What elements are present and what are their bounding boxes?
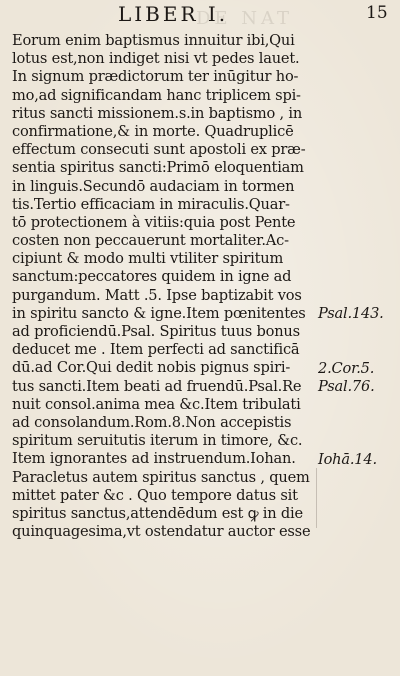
margin-note: Iohā.14. bbox=[318, 450, 377, 468]
text-line: purgandum. Matt .5. Ipse baptizabit vos bbox=[12, 286, 302, 304]
text-line: spiritus sanctus,attendēdum est ꝙ in die bbox=[12, 504, 303, 522]
text-line: sanctum:peccatores quidem in igne ad bbox=[12, 268, 292, 286]
text-line: deducet me . Item perfecti ad sanctificā bbox=[12, 341, 300, 359]
page-number: 15 bbox=[366, 3, 388, 23]
text-line: spiritum seruitutis iterum in timore, &c. bbox=[12, 432, 303, 450]
text-line: tis.Tertio efficaciam in miraculis.Quar- bbox=[12, 195, 290, 213]
text-line: tō protectionem à vitiis:quia post Pente bbox=[12, 213, 296, 231]
text-line: Eorum enim baptismus innuitur ibi,Qui bbox=[12, 32, 295, 49]
text-line: in spiritu sancto & igne.Item pœnitentes bbox=[12, 304, 306, 322]
text-line: cipiunt & modo multi vtiliter spiritum bbox=[12, 250, 284, 268]
margin-note: 2.Cor.5. bbox=[318, 359, 375, 377]
text-line: sentia spiritus sancti:Primō eloquentiam bbox=[12, 159, 304, 177]
text-line: effectum consecuti sunt apostoli ex præ- bbox=[12, 141, 306, 159]
main-text-block bbox=[12, 32, 324, 541]
text-line: nuit consol.anima mea &c.Item tribulati bbox=[12, 395, 301, 413]
text-line: in linguis.Secundō audaciam in tormen bbox=[12, 177, 295, 195]
margin-rule bbox=[316, 468, 317, 528]
text-line: quinquagesima,vt ostendatur auctor esse bbox=[12, 523, 311, 541]
text-line: In signum prædictorum ter inūgitur ho- bbox=[12, 68, 299, 86]
text-line: lotus est,non indiget nisi vt pedes lauet. bbox=[12, 50, 300, 68]
text-line: tus sancti.Item beati ad fruendū.Psal.Re bbox=[12, 377, 302, 395]
running-title: LIBER I. bbox=[118, 2, 229, 26]
bleed-through-text: DE NAT bbox=[196, 8, 294, 29]
margin-note: Psal.76. bbox=[318, 377, 375, 395]
text-line: costen non peccauerunt mortaliter.Ac- bbox=[12, 232, 289, 250]
text-line: confirmatione,& in morte. Quadruplicē bbox=[12, 122, 294, 140]
text-line: ad proficiendū.Psal. Spiritus tuus bonus bbox=[12, 323, 300, 340]
text-line: mo,ad significandam hanc triplicem spi- bbox=[12, 86, 301, 104]
text-line: mittet pater &c . Quo tempore datus sit bbox=[12, 486, 298, 504]
margin-note: Psal.143. bbox=[318, 305, 384, 322]
text-line: Paracletus autem spiritus sanctus , quem bbox=[12, 468, 310, 486]
text-line: ad consolandum.Rom.8.Non accepistis bbox=[12, 413, 292, 431]
text-line: dū.ad Cor.Qui dedit nobis pignus spiri- bbox=[12, 359, 291, 377]
text-line: Item ignorantes ad instruendum.Iohan. bbox=[12, 450, 296, 468]
text-line: ritus sancti missionem.s.in baptismo , in bbox=[12, 104, 303, 122]
